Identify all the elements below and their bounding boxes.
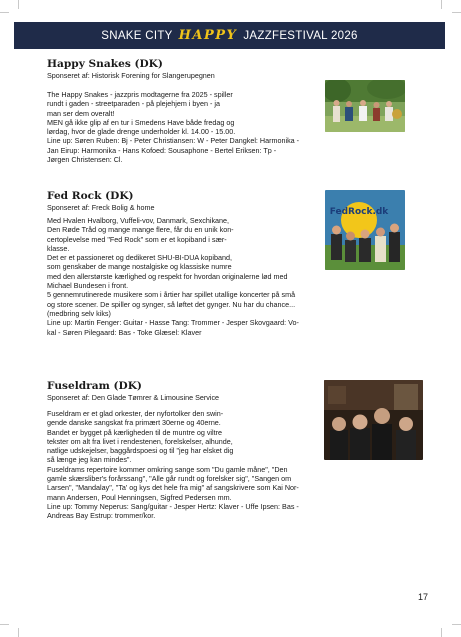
header-happy: HAPPY [178,28,238,43]
band-text-line: Line up: Martin Fenger: Guitar - Hasse Tang: Trommer - Jesper Skovgaard: Vo- [47,318,299,328]
band-text-line: MEN gå ikke glip af en tur i Smedens Have både fredag og [47,117,235,127]
band-text-line: Line up: Tommy Neperus: Sang/guitar - Jesper Hertz: Klaver - Uffe Ipsen: Bas - [47,501,299,511]
happy-snakes-photo [325,80,405,132]
band-text-line: lørdag, hvor de glade drenge underholder kl. 14.00 - 15.00. [47,127,236,137]
crop-mark [0,12,9,13]
band-sponsor: Sponseret af: Freck Bolig & home [47,203,155,212]
band-text-line: tekster om alt fra livet i rendestenen, forelskelser, alhunde, [47,436,233,446]
header-left: SNAKE CITY [101,29,173,42]
band-text-line: Det er et passioneret og dedikeret SHU-BI-DUA kopiband, [47,253,232,263]
band-sponsor: Sponseret af: Historisk Forening for Slangerupegnen [47,71,215,80]
crop-mark [441,628,442,637]
festival-header [14,22,445,49]
band-text-line: Jan Eirup: Harmonika - Hans Kofoed: Sousaphone - Bertel Eriksen: Tp - [47,145,277,155]
band-sponsor: Sponseret af: Den Glade Tømrer & Limousine Service [47,393,220,402]
band-text-line: gamle skærsliber's forårssang", "Alle går rundt og forelsker sig", "Sangen om [47,474,292,484]
band-title: Fuseldram (DK) [47,380,142,392]
crop-mark [18,628,19,637]
band-text-line: Fuseldrams repertoire kommer omkring sange som "Du gamle måne", "Den [47,464,288,474]
band-text-line: Bandet er bygget på kærligheden til de muntre og viltre [47,427,222,437]
band-text-line: så længe jeg kan mindes". [47,455,132,465]
fed-rock-banner: FedRock.dk [329,207,389,217]
band-text-line: klasse. [47,243,70,253]
crop-mark [18,0,19,9]
band-text-line: Andreas Bay Estrup: trommer/kor. [47,511,156,521]
band-text-line: med den allerstørste kærlighed og respekt for hvordan originalerne lød med [47,271,288,281]
band-text-line: rundt i gaden - streetparaden - på plejehjem i byen - ja [47,99,221,109]
band-text-line: mann Andersen, Poul Henningsen, Sigfred Pedersen mm. [47,492,232,502]
band-title: Fed Rock (DK) [47,190,134,202]
band-text-line: certoplevelse med "Fed Rock" som er et kopiband i sær- [47,234,227,244]
band-text-line: The Happy Snakes - jazzpris modtagerne fra 2025 - spiller [47,90,233,99]
band-text-line: Den Røde Tråd og mange mange flere, får du en unik kon- [47,225,234,235]
crop-mark [452,12,461,13]
page-number: 17 [418,592,429,602]
band-text-line: Med Hvalen Hvalborg, Vuffeli-vov, Danmark, Sexchikane, [47,216,230,225]
band-text-line: gende danske sangskat fra primært 30erne og 40erne. [47,418,221,428]
band-text-line: natlige udskejelser, baggårdspoesi og til "jeg har elsket dig [47,446,234,456]
band-text-line: kal - Søren Pilegaard: Bas - Toke Glæsel: Klaver [47,327,202,337]
band-text-line: og store scener. De spiller og synger, så løftet det gynger. Nu har du chance... [47,299,296,309]
band-text-line: som genskaber de mange nostalgiske og klassiske numre [47,262,232,272]
band-text-line: Michael Bundesen i front. [47,281,129,291]
crop-mark [441,0,442,9]
crop-mark [452,624,461,625]
fuseldram-photo [324,380,423,460]
fed-rock-photo [325,190,405,270]
band-title: Happy Snakes (DK) [47,58,163,70]
band-text-line: Fuseldram er et glad orkester, der nyfortolker den swin- [47,409,224,418]
band-text-line: Larsen", "Mandalay", "Ta' og kys det hele fra mig" af sangskrivere som Kai Nor- [47,483,299,493]
band-text-line: 5 gennemrutinerede musikere som i årtier har spillet utallige koncerter på små [47,290,296,300]
band-text-line: (medbring selv kiks) [47,308,111,318]
header-right: JAZZFESTIVAL 2026 [243,29,358,42]
crop-mark [0,624,9,625]
band-text-line: Line up: Søren Ruben: Bj - Peter Christiansen: W - Peter Dangkel: Harmonika - [47,136,300,146]
band-text-line: Jørgen Christensen: Cl. [47,155,123,165]
band-text-line: man ser dem overalt! [47,108,115,118]
